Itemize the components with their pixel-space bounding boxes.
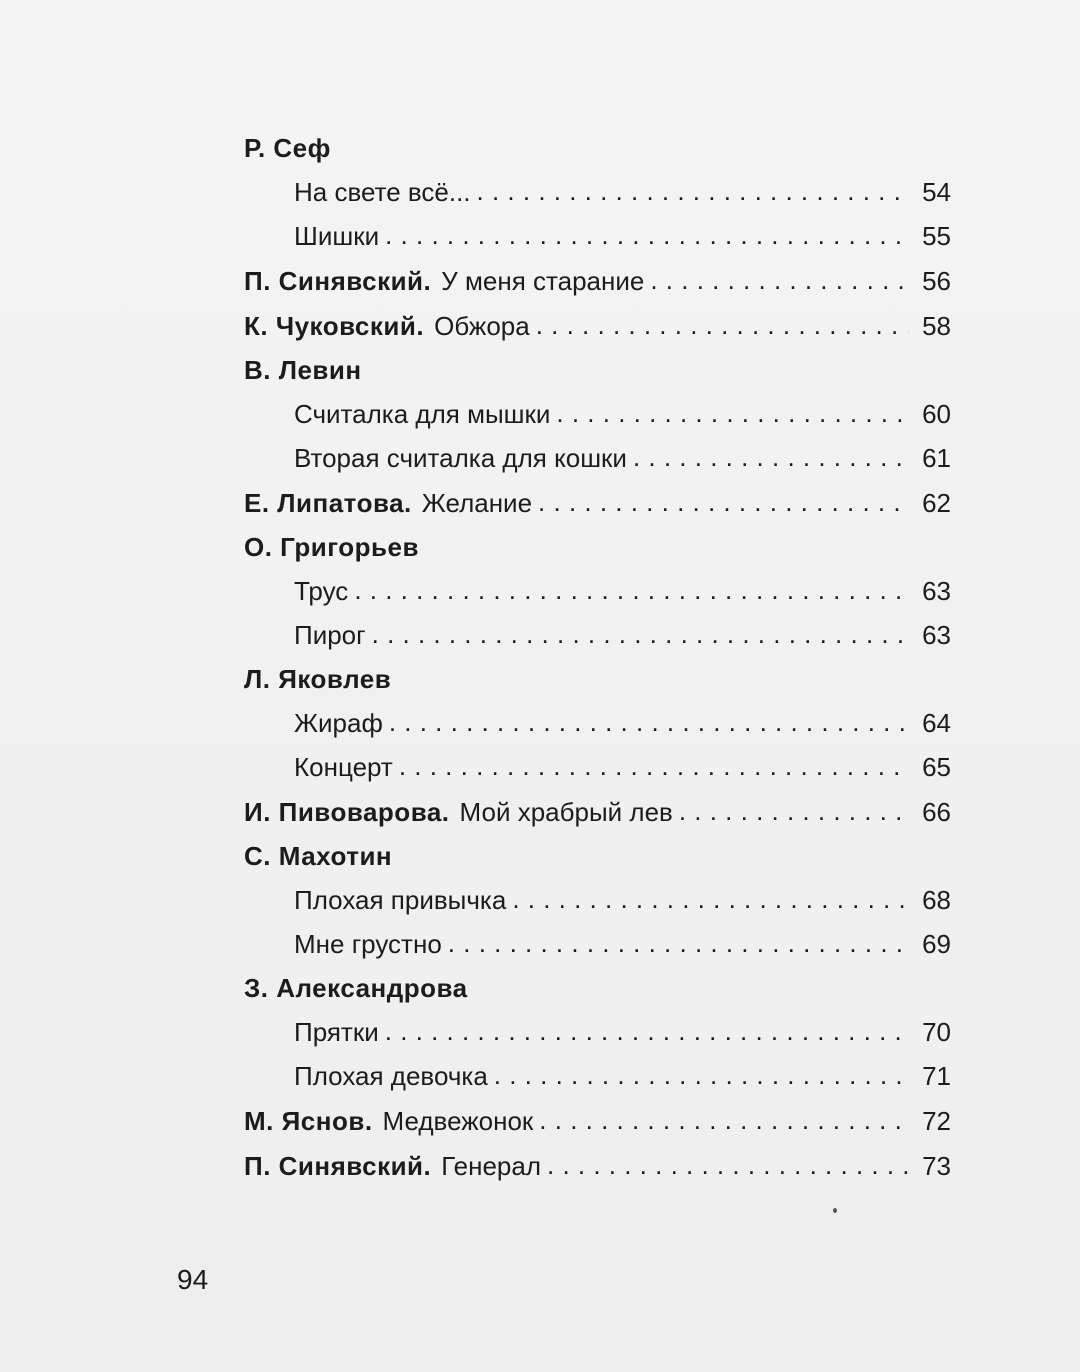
table-of-contents — [244, 126, 951, 1188]
toc-author: К. Чуковский. — [244, 310, 425, 341]
toc-row — [244, 170, 951, 214]
toc-title: Плохая девочка — [294, 1061, 488, 1091]
dot-leader — [679, 798, 909, 824]
toc-author: И. Пивоварова. — [244, 796, 450, 827]
toc-title: У меня старание — [441, 265, 645, 296]
dot-leader — [399, 753, 909, 779]
toc-page-number: 65 — [922, 752, 951, 782]
toc-title: Пирог — [294, 620, 366, 650]
toc-page-number: 63 — [922, 576, 951, 606]
dot-leader — [633, 444, 909, 470]
toc-author: С. Махотин — [244, 841, 393, 871]
toc-row — [244, 126, 951, 170]
print-speck — [833, 1208, 837, 1213]
toc-row — [244, 789, 951, 834]
dot-leader — [448, 930, 909, 956]
toc-row — [244, 834, 951, 878]
toc-row — [244, 922, 951, 966]
toc-title: Прятки — [294, 1017, 379, 1047]
toc-row — [244, 701, 951, 745]
toc-author: В. Левин — [244, 355, 362, 385]
toc-title: На свете всё... — [294, 177, 471, 207]
toc-page-number: 63 — [922, 620, 951, 650]
dot-leader — [385, 222, 909, 248]
toc-title: Медвежонок — [382, 1105, 534, 1136]
toc-row — [244, 1054, 951, 1098]
toc-row — [244, 745, 951, 789]
toc-row — [244, 569, 951, 613]
toc-page-number: 55 — [922, 221, 951, 251]
toc-title: Мой храбрый лев — [459, 796, 673, 827]
toc-author: П. Синявский. — [244, 1150, 432, 1181]
toc-row — [244, 1143, 951, 1188]
toc-page-number: 66 — [922, 796, 951, 827]
toc-author: Л. Яковлев — [244, 664, 392, 694]
toc-page-number: 60 — [922, 399, 951, 429]
toc-title: Генерал — [441, 1150, 541, 1181]
toc-title: Желание — [421, 487, 533, 518]
dot-leader — [494, 1062, 909, 1088]
toc-page-number: 56 — [922, 265, 951, 296]
dot-leader — [539, 1107, 909, 1133]
dot-leader — [536, 312, 909, 338]
toc-row — [244, 657, 951, 701]
toc-page-number: 68 — [922, 885, 951, 915]
toc-row — [244, 214, 951, 258]
toc-page-number: 58 — [922, 310, 951, 341]
toc-title: Вторая считалка для кошки — [294, 443, 627, 473]
toc-title: Шишки — [294, 221, 380, 251]
toc-title: Мне грустно — [294, 929, 442, 959]
toc-row — [244, 525, 951, 569]
dot-leader — [354, 577, 909, 603]
dot-leader — [389, 709, 909, 735]
toc-title: Плохая привычка — [294, 885, 507, 915]
toc-row — [244, 613, 951, 657]
dot-leader — [650, 267, 909, 293]
toc-row — [244, 303, 951, 348]
toc-row — [244, 392, 951, 436]
toc-title: Трус — [294, 576, 349, 606]
page-number: 94 — [177, 1264, 209, 1295]
toc-author: Е. Липатова. — [244, 487, 412, 518]
toc-page-number: 62 — [922, 487, 951, 518]
toc-author: П. Синявский. — [244, 265, 432, 296]
toc-author: М. Яснов. — [244, 1105, 373, 1136]
toc-page-number: 73 — [922, 1150, 951, 1181]
dot-leader — [547, 1152, 909, 1178]
toc-author: Р. Сеф — [244, 133, 331, 163]
toc-row — [244, 1010, 951, 1054]
dot-leader — [372, 621, 909, 647]
dot-leader — [512, 886, 909, 912]
toc-page-number: 71 — [922, 1061, 951, 1091]
toc-page-number: 64 — [922, 708, 951, 738]
toc-row — [244, 436, 951, 480]
toc-title: Жираф — [294, 708, 383, 738]
dot-leader — [385, 1018, 909, 1044]
toc-page-number: 72 — [922, 1105, 951, 1136]
toc-author: О. Григорьев — [244, 532, 419, 562]
dot-leader — [538, 489, 909, 515]
toc-page-number: 61 — [922, 443, 951, 473]
dot-leader — [556, 400, 909, 426]
toc-row — [244, 1098, 951, 1143]
toc-title: Обжора — [434, 310, 530, 341]
toc-page-number: 70 — [922, 1017, 951, 1047]
toc-row — [244, 878, 951, 922]
toc-title: Концерт — [294, 752, 393, 782]
toc-title: Считалка для мышки — [294, 399, 551, 429]
toc-row — [244, 348, 951, 392]
toc-row — [244, 966, 951, 1010]
dot-leader — [477, 178, 909, 204]
toc-page-number: 69 — [922, 929, 951, 959]
toc-page-number: 54 — [922, 177, 951, 207]
toc-row — [244, 258, 951, 303]
toc-author: З. Александрова — [244, 973, 468, 1003]
toc-row — [244, 480, 951, 525]
